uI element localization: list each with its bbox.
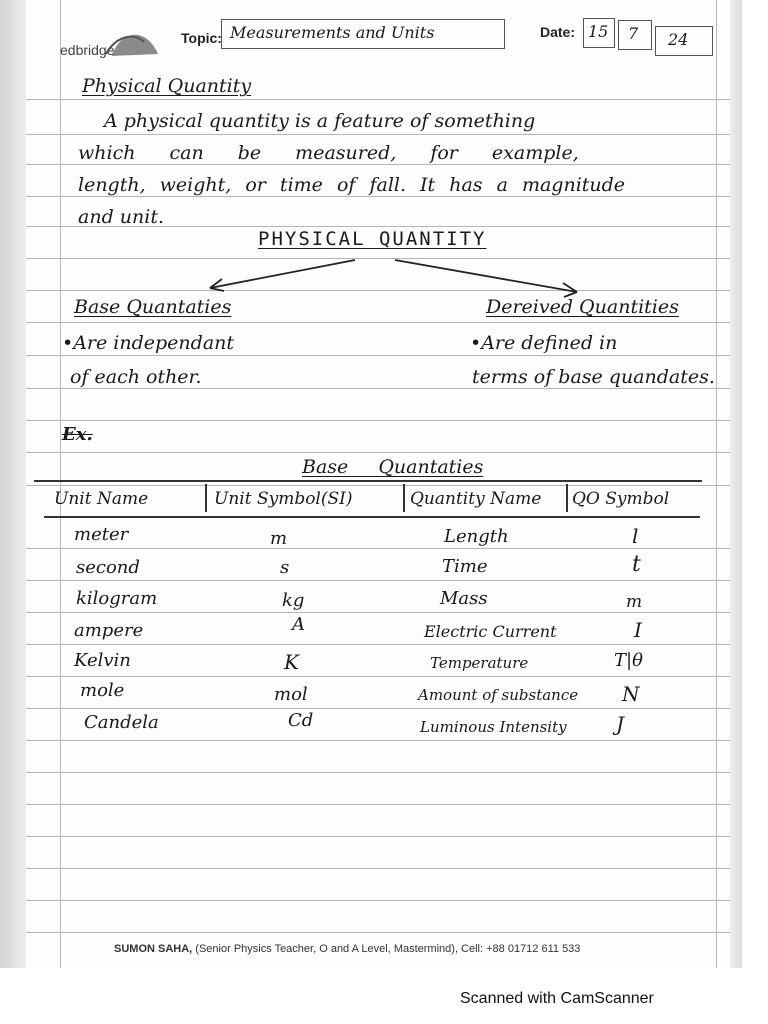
ruled-line <box>26 676 730 677</box>
cell-quantity-symbol: t <box>632 552 641 577</box>
cell-unit-symbol: Cd <box>288 710 314 731</box>
ruled-line <box>26 900 730 901</box>
cell-quantity-name: Length <box>444 526 509 547</box>
col-divider <box>566 484 568 512</box>
cell-unit-name: second <box>76 557 140 578</box>
paragraph-line: which can be measured, for example, <box>78 142 579 164</box>
table-top-line <box>34 480 702 482</box>
paragraph-line: and unit. <box>78 206 164 228</box>
cell-unit-name: Kelvin <box>74 650 131 671</box>
ruled-line <box>26 804 730 805</box>
author-details: (Senior Physics Teacher, O and A Level, Mastermind), Cell: +88 01712 611 533 <box>195 943 581 955</box>
right-margin-line <box>716 0 717 968</box>
date-year-box <box>655 26 713 56</box>
table-header-underline <box>44 516 700 518</box>
paragraph-line: length, weight, or time of fall. It has a magnitude <box>78 174 626 196</box>
cell-unit-symbol: mol <box>274 684 308 705</box>
ruled-line <box>26 772 730 773</box>
topic-label: Topic: <box>181 30 222 46</box>
cell-quantity-symbol: l <box>632 524 639 548</box>
cell-quantity-symbol: T|θ <box>614 650 643 671</box>
base-quantities-heading: Base Quantaties <box>74 296 232 318</box>
diagram-title: PHYSICAL QUANTITY <box>258 228 487 250</box>
cell-unit-symbol: s <box>280 557 290 578</box>
date-month: 7 <box>628 24 639 43</box>
topic-box <box>221 19 505 49</box>
column-header-unit-name: Unit Name <box>54 489 149 509</box>
brand-name: edbridge <box>60 42 115 58</box>
crossed-out-ex: Ex. <box>62 424 93 445</box>
base-quantities-line: •Are independant <box>62 332 235 354</box>
left-margin-line <box>60 0 61 968</box>
cell-unit-name: mole <box>80 680 125 701</box>
teacher-credit <box>114 943 580 955</box>
ruled-line <box>26 420 730 421</box>
column-header-quantity-name: Quantity Name <box>410 489 542 509</box>
cell-quantity-symbol: J <box>616 712 625 736</box>
cell-unit-symbol: kg <box>282 590 305 611</box>
ruled-line <box>26 548 730 549</box>
cell-quantity-name: Electric Current <box>424 622 557 641</box>
ruled-line <box>26 708 730 709</box>
date-label: Date: <box>540 24 576 40</box>
cell-unit-name: Candela <box>84 712 159 733</box>
cell-unit-name: kilogram <box>76 588 158 609</box>
ruled-line <box>26 932 730 933</box>
paragraph-line: A physical quantity is a feature of something <box>104 110 536 132</box>
ruled-line <box>26 355 730 356</box>
derived-quantities-line: •Are defined in <box>470 332 618 354</box>
author-name: SUMON SAHA, <box>114 943 193 955</box>
cell-unit-name: ampere <box>74 620 144 641</box>
ruled-line <box>26 452 730 453</box>
ruled-line <box>26 196 730 197</box>
cell-unit-symbol: m <box>270 528 288 549</box>
column-header-unit-symbol: Unit Symbol(SI) <box>214 489 353 509</box>
ruled-line <box>26 644 730 645</box>
ruled-line <box>26 164 730 165</box>
date-month-box <box>618 20 652 50</box>
ruled-line <box>26 612 730 613</box>
ruled-line <box>26 580 730 581</box>
cell-quantity-name: Mass <box>440 588 488 609</box>
ruled-line <box>26 740 730 741</box>
cell-quantity-symbol: m <box>626 592 643 612</box>
camscanner-watermark: Scanned with CamScanner <box>460 990 654 1007</box>
ruled-line <box>26 868 730 869</box>
date-day: 15 <box>588 22 609 41</box>
col-divider <box>205 484 207 512</box>
cell-quantity-symbol: N <box>622 682 640 706</box>
cell-unit-symbol: K <box>284 650 299 674</box>
date-day-box <box>583 18 615 48</box>
column-header-symbol: QO Symbol <box>572 489 670 509</box>
col-divider <box>403 484 405 512</box>
cell-quantity-symbol: I <box>634 618 642 642</box>
section-heading: Physical Quantity <box>82 75 252 97</box>
date-year: 24 <box>668 30 689 49</box>
cell-quantity-name: Luminous Intensity <box>420 718 567 736</box>
table-title: Base Quantaties <box>302 456 484 478</box>
topic-value: Measurements and Units <box>230 23 435 42</box>
ruled-line <box>26 836 730 837</box>
cell-quantity-name: Temperature <box>430 654 529 672</box>
derived-quantities-line: terms of base quandates. <box>472 366 715 388</box>
branch-arrows <box>195 252 595 302</box>
cell-quantity-name: Amount of substance <box>418 686 579 704</box>
ruled-line <box>26 485 730 486</box>
cell-unit-name: meter <box>74 524 129 545</box>
ruled-line <box>26 322 730 323</box>
ruled-line <box>26 388 730 389</box>
base-quantities-line: of each other. <box>70 366 202 388</box>
edbridge-logo <box>60 20 160 64</box>
cell-quantity-name: Time <box>442 556 488 577</box>
derived-quantities-heading: Dereived Quantities <box>486 296 679 318</box>
ruled-line <box>26 134 730 135</box>
ruled-line <box>26 99 730 100</box>
cell-unit-symbol: A <box>292 614 305 635</box>
